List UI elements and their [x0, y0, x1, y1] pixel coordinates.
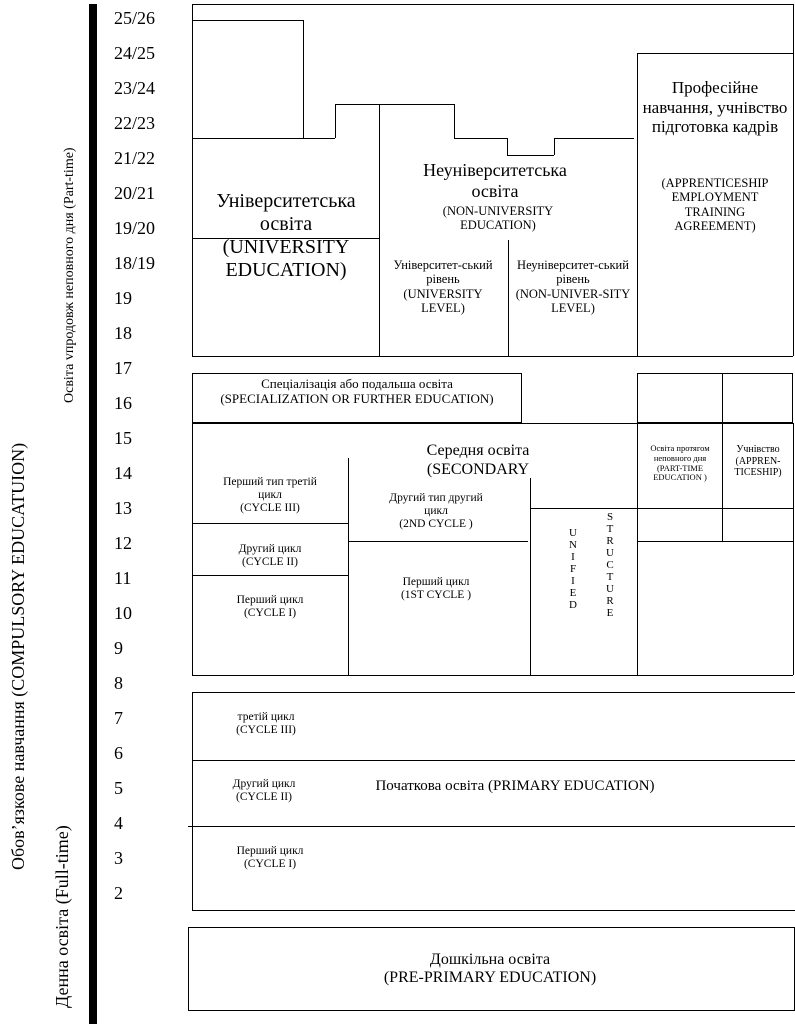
age-label: 13 — [114, 498, 132, 518]
professional-training: Професійне навчання, учнівство підготовка кадрів — [642, 78, 788, 137]
secondary-education-title: Середня освіта — [426, 442, 530, 459]
secondary-education-en: (SECONDARY — [426, 461, 530, 478]
non-university-level: Неуніверситет-ський рівень (NON-UNIVER-SITY LEVEL) — [515, 258, 631, 316]
age-label: 11 — [114, 568, 132, 588]
first-cycle-secondary: Перший цикл (CYCLE I) — [236, 594, 304, 620]
second-cycle-secondary: Другий цикл (CYCLE II) — [238, 543, 302, 569]
age-label: 6 — [114, 743, 123, 763]
full-time-label: Денна освіта (Full-time) — [52, 825, 72, 1008]
part-time-label: Освіта vпродовж неповного дня (Part-time) — [62, 147, 77, 403]
age-label: 24/25 — [114, 43, 156, 63]
third-cycle-primary: третій цикл (CYCLE III) — [236, 711, 296, 737]
age-label: 23/24 — [114, 78, 156, 98]
age-label: 21/22 — [114, 148, 156, 168]
age-label: 18/19 — [114, 253, 156, 273]
first-cycle-primary: Перший цикл (CYCLE I) — [236, 845, 304, 871]
non-university-education-title: Неуніверситетська освіта — [423, 160, 567, 201]
apprenticeship-agreement: (APPRENTICESHIP EMPLOYMENT TRAINING AGREEMENT) — [661, 176, 769, 234]
unified-vertical: U N I F I E D — [569, 527, 577, 611]
university-level: Університет-ський рівень (UNIVERSITY LEVEL) — [393, 258, 493, 316]
age-label: 9 — [114, 638, 123, 658]
age-label: 5 — [114, 778, 123, 798]
first-cycle-1st: Перший цикл (1ST CYCLE ) — [400, 576, 472, 602]
apprenticeship-secondary: Учнівство (APPREN-TICESHIP) — [734, 444, 782, 478]
age-label: 16 — [114, 393, 132, 413]
age-label: 19/20 — [114, 218, 156, 238]
age-label: 18 — [114, 323, 132, 343]
age-label: 8 — [114, 673, 123, 693]
compulsory-bar — [89, 4, 97, 1024]
age-label: 14 — [114, 463, 132, 483]
compulsory-label: Обов’язкове навчання (COMPULSORY EDUCATUION) — [8, 442, 28, 870]
second-cycle-primary: Другий цикл (CYCLE II) — [232, 778, 296, 804]
age-label: 17 — [114, 358, 132, 378]
age-label: 25/26 — [114, 8, 156, 28]
age-label: 4 — [114, 813, 123, 833]
age-label: 20/21 — [114, 183, 156, 203]
primary-education-title: Початкова освіта (PRIMARY EDUCATION) — [375, 778, 655, 794]
university-education: Університетська освіта (UNIVERSITY EDUCATION) — [216, 190, 356, 281]
age-label: 2 — [114, 883, 123, 903]
second-type-second-cycle: Другий тип другий цикл (2ND CYCLE ) — [389, 492, 483, 531]
age-label: 12 — [114, 533, 132, 553]
part-time-education: Освіта протягом неповного дня (PART-TIME EDUCATION ) — [650, 443, 710, 483]
non-university-education-en: (NON-UNIVERSITY EDUCATION) — [442, 204, 554, 233]
age-label: 3 — [114, 848, 123, 868]
age-label: 7 — [114, 708, 123, 728]
age-label: 15 — [114, 428, 132, 448]
specialization: Спеціалізація або подальша освіта (SPECIALIZATION OR FURTHER EDUCATION) — [220, 376, 494, 406]
age-label: 22/23 — [114, 113, 156, 133]
age-label: 19 — [114, 288, 132, 308]
first-type-third-cycle: Перший тип третій цикл (CYCLE III) — [223, 476, 317, 515]
structure-vertical: S T R U C T U R E — [606, 511, 614, 619]
pre-primary-education: Дошкільна освіта (PRE-PRIMARY EDUCATION) — [383, 951, 597, 987]
age-label: 10 — [114, 603, 132, 623]
